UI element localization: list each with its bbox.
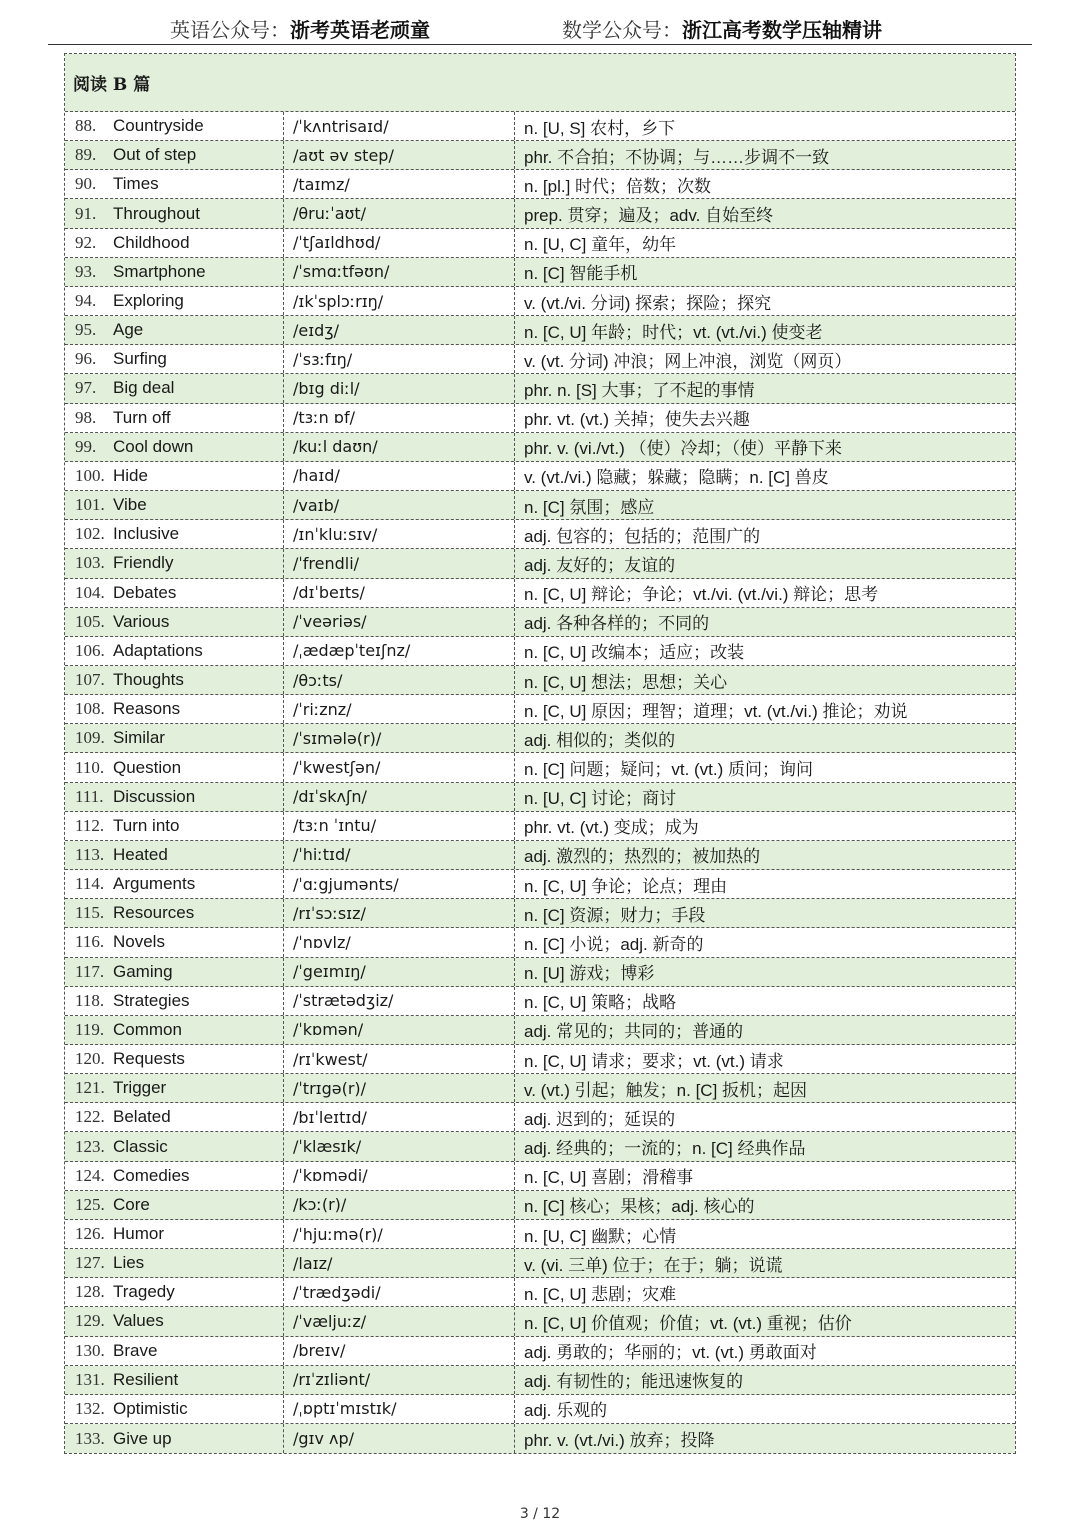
- phonetic-cell: /ˈklæsɪk/: [284, 1132, 515, 1160]
- word-cell: [65, 520, 284, 548]
- word: Surfing: [113, 349, 167, 369]
- table-row: [65, 1162, 1015, 1191]
- table-row: [65, 491, 1015, 520]
- phonetic-cell: /ɪnˈkluːsɪv/: [284, 520, 515, 548]
- word: Smartphone: [113, 261, 206, 281]
- table-row: [65, 899, 1015, 928]
- meaning-cell: n. [C, U] 价值观；价值；vt. (vt.) 重视；估价: [524, 1313, 852, 1333]
- meaning-cell: n. [pl.] 时代；倍数；次数: [524, 176, 712, 196]
- meaning-cell: n. [U, C] 幽默；心情: [524, 1226, 677, 1246]
- word-cell: [65, 695, 284, 723]
- word-number: 123.: [75, 1136, 105, 1156]
- phonetic-cell: /gɪv ʌp/: [284, 1424, 515, 1453]
- word-number: 118.: [75, 990, 105, 1010]
- meaning-cell: n. [C] 智能手机: [524, 264, 638, 284]
- word-number: 109.: [75, 728, 105, 748]
- word-number: 102.: [75, 524, 105, 544]
- word-number: 119.: [75, 1019, 105, 1039]
- word-cell: [65, 1249, 284, 1277]
- meaning-cell: phr. v. (vi./vt.) （使）冷却；（使）平静下来: [524, 439, 842, 459]
- word-number: 127.: [75, 1253, 105, 1273]
- phonetic-cell: /dɪˈskʌʃn/: [284, 783, 515, 811]
- word-number: 122.: [75, 1107, 105, 1127]
- word: Reasons: [113, 699, 181, 719]
- phonetic-cell: /ˈkʌntrisaɪd/: [284, 112, 515, 140]
- table-row: [65, 812, 1015, 841]
- header-divider: [48, 44, 1032, 45]
- table-row: [65, 404, 1015, 433]
- word-number: 105.: [75, 611, 105, 631]
- word-number: 121.: [75, 1078, 105, 1098]
- word-number: 108.: [75, 699, 105, 719]
- meaning-cell: n. [C, U] 请求；要求；vt. (vt.) 请求: [524, 1051, 784, 1071]
- phonetic-cell: /eɪdʒ/: [284, 316, 515, 344]
- word-cell: [65, 433, 284, 461]
- word-number: 131.: [75, 1369, 105, 1389]
- word: Exploring: [113, 291, 184, 311]
- table-row: [65, 753, 1015, 782]
- table-row: [65, 141, 1015, 170]
- table-row: [65, 1366, 1015, 1395]
- meaning-cell: phr. 不合拍；不协调；与……步调不一致: [524, 147, 830, 167]
- phonetic-cell: /rɪˈkwest/: [284, 1045, 515, 1073]
- word-cell: [65, 345, 284, 373]
- phonetic-cell: /bɪˈleɪtɪd/: [284, 1103, 515, 1131]
- meaning-cell: adj. 有韧性的；能迅速恢复的: [524, 1372, 744, 1392]
- word-number: 100.: [75, 465, 105, 485]
- word-number: 114.: [75, 874, 105, 894]
- meaning-cell: v. (vi. 三单) 位于；在于；躺；说谎: [524, 1255, 783, 1275]
- word-cell: [65, 170, 284, 198]
- word-cell: [65, 1395, 284, 1423]
- table-row: [65, 374, 1015, 403]
- word-cell: [65, 141, 284, 169]
- meaning-cell: adj. 激烈的；热烈的；被加热的: [524, 847, 761, 867]
- word-number: 120.: [75, 1049, 105, 1069]
- table-row: [65, 1307, 1015, 1336]
- vocabulary-rows: [65, 112, 1015, 1453]
- table-row: [65, 229, 1015, 258]
- phonetic-cell: /kɔː(r)/: [284, 1191, 515, 1219]
- table-row: [65, 870, 1015, 899]
- word: Countryside: [113, 116, 204, 136]
- word-cell: [65, 1074, 284, 1102]
- word-cell: [65, 928, 284, 956]
- table-row: [65, 316, 1015, 345]
- word-number: 91.: [75, 203, 97, 223]
- phonetic-cell: /ˌɒptɪˈmɪstɪk/: [284, 1395, 515, 1423]
- word: Humor: [113, 1224, 165, 1244]
- word-number: 106.: [75, 640, 105, 660]
- word: Strategies: [113, 990, 190, 1010]
- phonetic-cell: /ˈhiːtɪd/: [284, 841, 515, 869]
- table-row: [65, 287, 1015, 316]
- meaning-cell: phr. vt. (vt.) 变成；成为: [524, 818, 699, 838]
- word-number: 88.: [75, 116, 97, 136]
- phonetic-cell: /taɪmz/: [284, 170, 515, 198]
- table-row: [65, 199, 1015, 228]
- phonetic-cell: /ˈvæljuːz/: [284, 1307, 515, 1335]
- word-number: 89.: [75, 145, 97, 165]
- word-cell: [65, 199, 284, 227]
- word-cell: [65, 724, 284, 752]
- table-row: [65, 549, 1015, 578]
- word-cell: [65, 987, 284, 1015]
- table-row: [65, 958, 1015, 987]
- phonetic-cell: /ˈtʃaɪldhʊd/: [284, 229, 515, 257]
- meaning-cell: n. [C] 资源；财力；手段: [524, 905, 706, 925]
- word: Turn into: [113, 815, 180, 835]
- meaning-cell: n. [C, U] 原因；理智；道理；vt. (vt./vi.) 推论；劝说: [524, 701, 908, 721]
- phonetic-cell: /ˈsmɑːtfəʊn/: [284, 258, 515, 286]
- word-cell: [65, 608, 284, 636]
- word-cell: [65, 229, 284, 257]
- phonetic-cell: /ˈsɜːfɪŋ/: [284, 345, 515, 373]
- meaning-cell: n. [C] 问题；疑问；vt. (vt.) 质问；询问: [524, 760, 814, 780]
- meaning-cell: adj. 相似的；类似的: [524, 730, 676, 750]
- word-cell: [65, 316, 284, 344]
- word: Values: [113, 1311, 164, 1331]
- meaning-cell: adj. 友好的；友谊的: [524, 555, 676, 575]
- word-number: 111.: [75, 786, 104, 806]
- word: Trigger: [113, 1078, 167, 1098]
- table-row: [65, 1337, 1015, 1366]
- word-number: 107.: [75, 670, 105, 690]
- meaning-cell: v. (vt. 分词) 冲浪；网上冲浪，浏览（网页）: [524, 351, 852, 371]
- table-row: [65, 579, 1015, 608]
- word-cell: [65, 1191, 284, 1219]
- meaning-cell: n. [C, U] 想法；思想；关心: [524, 672, 728, 692]
- word-cell: [65, 549, 284, 577]
- phonetic-cell: /haɪd/: [284, 462, 515, 490]
- word: Inclusive: [113, 524, 180, 544]
- phonetic-cell: /ɪkˈsplɔːrɪŋ/: [284, 287, 515, 315]
- page-number: 3 / 12: [519, 1506, 561, 1522]
- meaning-cell: prep. 贯穿；遍及；adv. 自始至终: [524, 206, 774, 226]
- word: Tragedy: [113, 1282, 175, 1302]
- word-cell: [65, 374, 284, 402]
- phonetic-cell: /ˈveəriəs/: [284, 608, 515, 636]
- word-number: 130.: [75, 1340, 105, 1360]
- meaning-cell: n. [C, U] 年龄；时代；vt. (vt./vi.) 使变老: [524, 322, 823, 342]
- phonetic-cell: /ˈkwestʃən/: [284, 753, 515, 781]
- word: Lies: [113, 1253, 145, 1273]
- word-number: 112.: [75, 815, 105, 835]
- word: Novels: [113, 932, 165, 952]
- english-account: [170, 14, 430, 43]
- word-cell: [65, 899, 284, 927]
- word: Childhood: [113, 232, 190, 252]
- word: Optimistic: [113, 1398, 188, 1418]
- phonetic-cell: /laɪz/: [284, 1249, 515, 1277]
- word: Hide: [113, 465, 148, 485]
- word-number: 93.: [75, 261, 97, 281]
- phonetic-cell: /breɪv/: [284, 1337, 515, 1365]
- word: Resources: [113, 903, 195, 923]
- word-cell: [65, 404, 284, 432]
- phonetic-cell: /ˈnɒvlz/: [284, 928, 515, 956]
- table-row: [65, 1278, 1015, 1307]
- word: Comedies: [113, 1165, 190, 1185]
- table-row: [65, 637, 1015, 666]
- phonetic-cell: /rɪˈsɔːsɪz/: [284, 899, 515, 927]
- vocabulary-table: [64, 53, 1016, 1454]
- word-number: 110.: [75, 757, 105, 777]
- meaning-cell: v. (vt./vi. 分词) 探索；探险；探究: [524, 293, 772, 313]
- word-cell: [65, 1162, 284, 1190]
- phonetic-cell: /ˈkɒmən/: [284, 1016, 515, 1044]
- word: Adaptations: [113, 640, 203, 660]
- word: Age: [113, 320, 144, 340]
- word: Cool down: [113, 436, 194, 456]
- phonetic-cell: /ˈkɒmədi/: [284, 1162, 515, 1190]
- meaning-cell: n. [U, C] 童年，幼年: [524, 235, 677, 255]
- word-cell: [65, 462, 284, 490]
- table-row: [65, 1016, 1015, 1045]
- word-number: 104.: [75, 582, 105, 602]
- word-number: 125.: [75, 1194, 105, 1214]
- phonetic-cell: /aʊt əv step/: [284, 141, 515, 169]
- word-cell: [65, 753, 284, 781]
- meaning-cell: adj. 经典的；一流的；n. [C] 经典作品: [524, 1139, 806, 1159]
- meaning-cell: v. (vt./vi.) 隐藏；躲藏；隐瞒；n. [C] 兽皮: [524, 468, 829, 488]
- word-cell: [65, 287, 284, 315]
- table-row: [65, 112, 1015, 141]
- table-row: [65, 928, 1015, 957]
- word: Gaming: [113, 961, 173, 981]
- word: Belated: [113, 1107, 171, 1127]
- english-account-name: 浙考英语老顽童: [290, 18, 430, 42]
- word-number: 97.: [75, 378, 97, 398]
- meaning-cell: n. [U, C] 讨论；商讨: [524, 789, 677, 809]
- table-row: [65, 1249, 1015, 1278]
- phonetic-cell: /vaɪb/: [284, 491, 515, 519]
- meaning-cell: adj. 乐观的: [524, 1401, 608, 1421]
- word-number: 98.: [75, 407, 97, 427]
- word: Heated: [113, 844, 168, 864]
- word-cell: [65, 258, 284, 286]
- meaning-cell: phr. n. [S] 大事；了不起的事情: [524, 380, 755, 400]
- table-row: [65, 170, 1015, 199]
- word: Throughout: [113, 203, 200, 223]
- table-row: [65, 841, 1015, 870]
- word: Requests: [113, 1049, 185, 1069]
- phonetic-cell: /bɪg diːl/: [284, 374, 515, 402]
- table-row: [65, 345, 1015, 374]
- word: Friendly: [113, 553, 174, 573]
- word: Resilient: [113, 1369, 179, 1389]
- table-row: [65, 433, 1015, 462]
- phonetic-cell: /θruːˈaʊt/: [284, 199, 515, 227]
- word-number: 113.: [75, 844, 105, 864]
- table-row: [65, 695, 1015, 724]
- phonetic-cell: /θɔːts/: [284, 666, 515, 694]
- word: Debates: [113, 582, 177, 602]
- word: Various: [113, 611, 170, 631]
- meaning-cell: n. [C, U] 争论；论点；理由: [524, 876, 728, 896]
- word-cell: [65, 1220, 284, 1248]
- word-cell: [65, 579, 284, 607]
- phonetic-cell: /ˈriːznz/: [284, 695, 515, 723]
- phonetic-cell: /ˈhjuːmə(r)/: [284, 1220, 515, 1248]
- word-number: 128.: [75, 1282, 105, 1302]
- word-number: 99.: [75, 436, 97, 456]
- word-number: 90.: [75, 174, 97, 194]
- word-cell: [65, 1016, 284, 1044]
- word-cell: [65, 870, 284, 898]
- table-row: [65, 1074, 1015, 1103]
- meaning-cell: phr. v. (vt./vi.) 放弃；投降: [524, 1431, 715, 1451]
- word: Vibe: [113, 495, 147, 515]
- table-row: [65, 1045, 1015, 1074]
- word-cell: [65, 637, 284, 665]
- word-cell: [65, 958, 284, 986]
- word-number: 132.: [75, 1398, 105, 1418]
- table-row: [65, 1220, 1015, 1249]
- phonetic-cell: /ˈstrætədʒiz/: [284, 987, 515, 1015]
- meaning-cell: adj. 勇敢的；华丽的；vt. (vt.) 勇敢面对: [524, 1343, 817, 1363]
- table-row: [65, 1132, 1015, 1161]
- word-number: 103.: [75, 553, 105, 573]
- table-row: [65, 666, 1015, 695]
- word-cell: [65, 783, 284, 811]
- word-number: 126.: [75, 1224, 105, 1244]
- meaning-cell: n. [C, U] 策略；战略: [524, 993, 677, 1013]
- word: Times: [113, 174, 159, 194]
- meaning-cell: phr. vt. (vt.) 关掉；使失去兴趣: [524, 410, 750, 430]
- word: Thoughts: [113, 670, 184, 690]
- word-cell: [65, 112, 284, 140]
- word-number: 117.: [75, 961, 105, 981]
- word: Brave: [113, 1340, 158, 1360]
- table-row: [65, 724, 1015, 753]
- math-account-label: 数学公众号：: [562, 18, 682, 42]
- phonetic-cell: /tɜːn ɒf/: [284, 404, 515, 432]
- word-number: 133.: [75, 1428, 105, 1448]
- word-number: 94.: [75, 291, 97, 311]
- phonetic-cell: /ˈfrendli/: [284, 549, 515, 577]
- phonetic-cell: /ˈsɪmələ(r)/: [284, 724, 515, 752]
- phonetic-cell: /dɪˈbeɪts/: [284, 579, 515, 607]
- word-cell: [65, 1424, 284, 1453]
- word-number: 115.: [75, 903, 105, 923]
- word-number: 101.: [75, 495, 105, 515]
- meaning-cell: n. [C, U] 喜剧；滑稽事: [524, 1168, 694, 1188]
- meaning-cell: n. [C] 核心；果核；adj. 核心的: [524, 1197, 755, 1217]
- word: Discussion: [113, 786, 196, 806]
- meaning-cell: n. [C, U] 改编本；适应；改装: [524, 643, 745, 663]
- word: Common: [113, 1019, 182, 1039]
- phonetic-cell: /tɜːn ˈɪntu/: [284, 812, 515, 840]
- phonetic-cell: /ˈtrædʒədi/: [284, 1278, 515, 1306]
- word-number: 96.: [75, 349, 97, 369]
- word: Big deal: [113, 378, 175, 398]
- section-title: 阅读 B 篇: [65, 54, 1015, 112]
- word: Question: [113, 757, 182, 777]
- math-account-name: 浙江高考数学压轴精讲: [682, 18, 882, 42]
- phonetic-cell: /ˈtrɪgə(r)/: [284, 1074, 515, 1102]
- math-account: [562, 14, 882, 43]
- meaning-cell: v. (vt.) 引起；触发；n. [C] 扳机；起因: [524, 1080, 808, 1100]
- word-cell: [65, 812, 284, 840]
- word-cell: [65, 1103, 284, 1131]
- word: Arguments: [113, 874, 196, 894]
- table-row: [65, 258, 1015, 287]
- meaning-cell: adj. 包容的；包括的；范围广的: [524, 526, 761, 546]
- phonetic-cell: /kuːl daʊn/: [284, 433, 515, 461]
- table-row: [65, 520, 1015, 549]
- word: Core: [113, 1194, 150, 1214]
- word-number: 95.: [75, 320, 97, 340]
- meaning-cell: adj. 迟到的；延误的: [524, 1109, 676, 1129]
- phonetic-cell: /ˈgeɪmɪŋ/: [284, 958, 515, 986]
- word-cell: [65, 1278, 284, 1306]
- table-row: [65, 462, 1015, 491]
- word-cell: [65, 1366, 284, 1394]
- meaning-cell: adj. 常见的；共同的；普通的: [524, 1022, 744, 1042]
- word-number: 129.: [75, 1311, 105, 1331]
- meaning-cell: adj. 各种各样的；不同的: [524, 614, 710, 634]
- word-cell: [65, 491, 284, 519]
- phonetic-cell: /ˌædæpˈteɪʃnz/: [284, 637, 515, 665]
- word-number: 124.: [75, 1165, 105, 1185]
- word: Give up: [113, 1428, 172, 1448]
- meaning-cell: n. [C, U] 悲剧；灾难: [524, 1284, 677, 1304]
- meaning-cell: n. [C] 小说；adj. 新奇的: [524, 934, 704, 954]
- table-row: [65, 1103, 1015, 1132]
- word-cell: [65, 841, 284, 869]
- word-cell: [65, 1045, 284, 1073]
- page-header: [0, 12, 1080, 44]
- word-cell: [65, 1337, 284, 1365]
- word: Turn off: [113, 407, 171, 427]
- meaning-cell: n. [U] 游戏；博彩: [524, 964, 655, 984]
- word-cell: [65, 666, 284, 694]
- table-row: [65, 1395, 1015, 1424]
- word: Classic: [113, 1136, 168, 1156]
- table-row: [65, 608, 1015, 637]
- meaning-cell: n. [U, S] 农村，乡下: [524, 118, 676, 138]
- word-cell: [65, 1132, 284, 1160]
- meaning-cell: n. [C] 氛围；感应: [524, 497, 655, 517]
- table-row: [65, 783, 1015, 812]
- phonetic-cell: /rɪˈzɪliənt/: [284, 1366, 515, 1394]
- word: Similar: [113, 728, 165, 748]
- word: Out of step: [113, 145, 197, 165]
- table-row: [65, 1424, 1015, 1453]
- word-number: 92.: [75, 232, 97, 252]
- english-account-label: 英语公众号：: [170, 18, 290, 42]
- word-number: 116.: [75, 932, 105, 952]
- table-row: [65, 987, 1015, 1016]
- phonetic-cell: /ˈɑːgjumənts/: [284, 870, 515, 898]
- meaning-cell: n. [C, U] 辩论；争论；vt./vi. (vt./vi.) 辩论；思考: [524, 585, 879, 605]
- word-cell: [65, 1307, 284, 1335]
- table-row: [65, 1191, 1015, 1220]
